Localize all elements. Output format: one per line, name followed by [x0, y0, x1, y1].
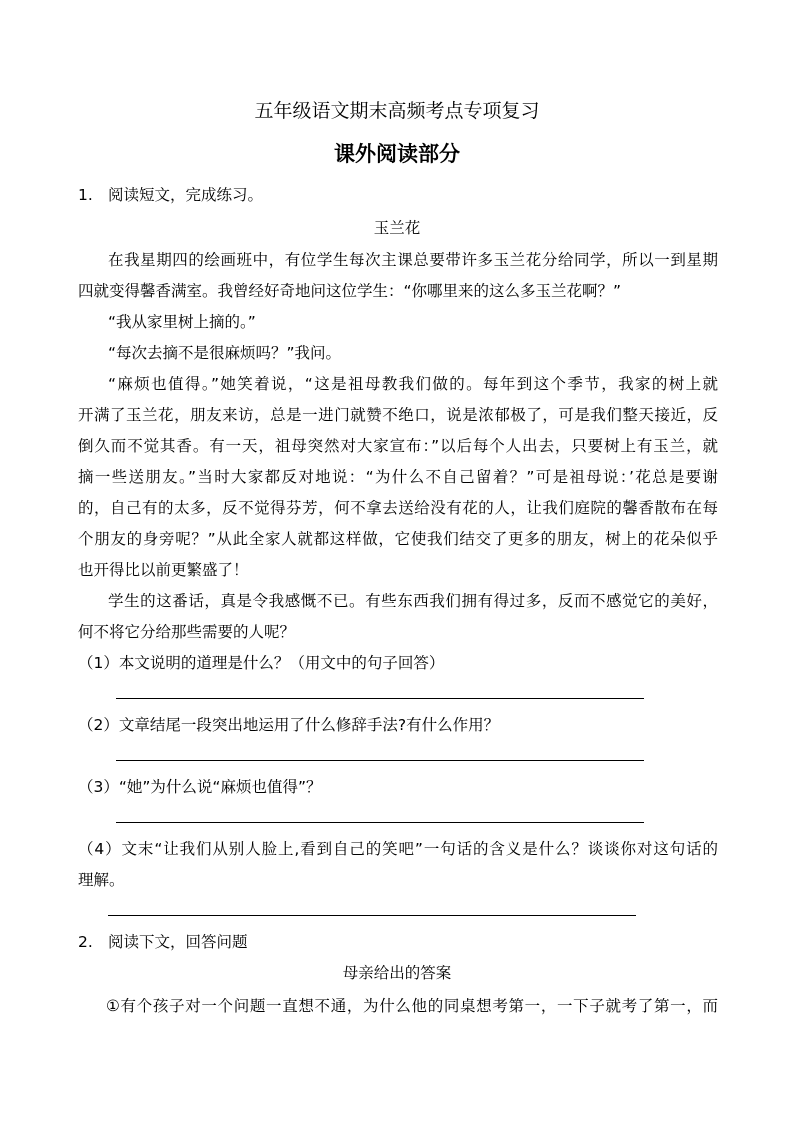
answer-line[interactable] [116, 698, 644, 699]
q1-instruction: 阅读短文，完成练习。 [108, 186, 264, 204]
page-title: 五年级语文期末高频考点专项复习 [254, 100, 540, 122]
answer-line[interactable] [116, 822, 644, 823]
q1-question-2: （2）文章结尾一段突出地运用了什么修辞手法?有什么作用？ [78, 716, 500, 734]
q1-passage-line: 个朋友的身旁呢？”从此全家人就都这样做，它使我们结交了更多的朋友，树上的花朵似乎 [78, 530, 718, 548]
q2-number: 2. [78, 933, 93, 951]
q1-passage-line: 倒久而不觉其香。有一天，祖母突然对大家宣布：”以后每个人出去，只要树上有玉兰，就 [78, 437, 718, 455]
q1-number: 1. [78, 186, 93, 204]
q2-instruction: 阅读下文，回答问题 [108, 933, 248, 951]
q1-passage-line: 何不将它分给那些需要的人呢？ [78, 623, 296, 641]
q1-question-3: （3）“她”为什么说“麻烦也值得”？ [78, 778, 322, 796]
q1-passage-line: 也开得比以前更繁盛了！ [78, 561, 249, 579]
q1-passage-line: “每次去摘不是很麻烦吗？”我问。 [108, 344, 342, 362]
q2-passage-title: 母亲给出的答案 [342, 964, 452, 982]
q1-passage-line: 摘一些送朋友。”当时大家都反对地说：“为什么不自己留着？”可是祖母说：’花总是要谢 [78, 468, 718, 486]
answer-line[interactable] [108, 915, 636, 916]
q1-passage-line: 在我星期四的绘画班中，有位学生每次主课总要带许多玉兰花分给同学，所以一到星期 [108, 251, 718, 269]
q1-passage-line: “我从家里树上摘的。” [108, 313, 256, 331]
q1-passage-line: 学生的这番话，真是令我感慨不已。有些东西我们拥有得过多，反而不感觉它的美好， [108, 592, 718, 610]
q1-passage-line: “麻烦也值得。”她笑着说，“这是祖母教我们做的。每年到这个季节，我家的树上就 [108, 375, 718, 393]
q1-question-1: （1）本文说明的道理是什么？（用文中的句子回答） [78, 654, 445, 672]
q1-passage-title: 玉兰花 [373, 219, 421, 237]
q1-question-4: （4）文末“让我们从别人脸上,看到自己的笑吧”一句话的含义是什么？谈谈你对这句话的 [78, 840, 718, 858]
q1-question-4-cont: 理解。 [78, 871, 125, 889]
q2-passage-line: ①有个孩子对一个问题一直想不通，为什么他的同桌想考第一，一下子就考了第一，而 [106, 997, 718, 1015]
answer-line[interactable] [116, 760, 644, 761]
page-subtitle: 课外阅读部分 [334, 142, 460, 166]
q1-passage-line: 开满了玉兰花，朋友来访，总是一进门就赞不绝口，说是浓郁极了，可是我们整天接近，反 [78, 406, 718, 424]
q1-passage-line: 的，自己有的太多，反不觉得芬芳，何不拿去送给没有花的人，让我们庭院的馨香散布在每 [78, 499, 718, 517]
q1-passage-line: 四就变得馨香满室。我曾经好奇地问这位学生：“你哪里来的这么多玉兰花啊？” [78, 282, 622, 300]
